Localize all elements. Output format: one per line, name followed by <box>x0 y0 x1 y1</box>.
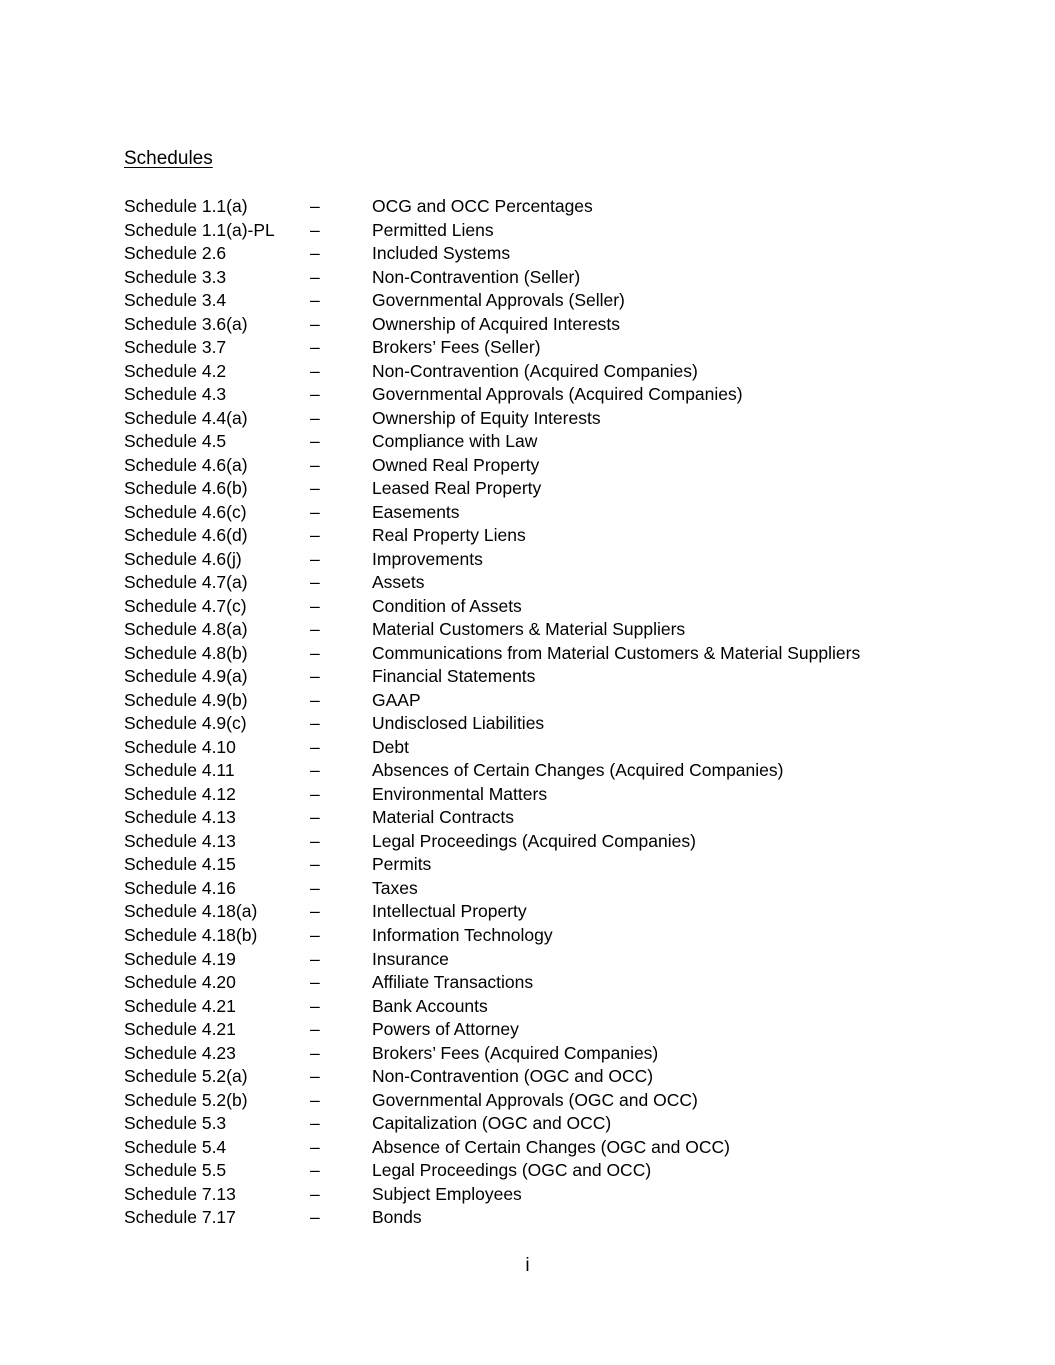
schedule-dash: – <box>310 689 320 710</box>
schedule-number: Schedule 4.21 <box>124 1019 236 1040</box>
schedule-row <box>124 1018 984 1042</box>
schedule-number: Schedule 3.4 <box>124 290 227 311</box>
schedule-number: Schedule 4.11 <box>124 760 235 781</box>
schedule-number: Schedule 4.13 <box>124 830 236 851</box>
schedule-dash: – <box>310 501 320 522</box>
schedule-number: Schedule 4.6(j) <box>124 548 242 569</box>
schedule-dash: – <box>310 1089 320 1110</box>
schedule-dash: – <box>310 736 320 757</box>
page-number: i <box>525 1255 530 1276</box>
schedule-row <box>124 783 984 807</box>
schedule-dash: – <box>310 290 320 311</box>
schedule-title: Non-Contravention (Seller) <box>372 266 581 287</box>
schedule-row <box>124 1042 984 1066</box>
schedule-row <box>124 689 984 713</box>
schedule-dash: – <box>310 948 320 969</box>
schedule-title: Leased Real Property <box>372 478 542 499</box>
schedule-dash: – <box>310 407 320 428</box>
schedule-row <box>124 1183 984 1207</box>
schedule-row <box>124 971 984 995</box>
schedule-number: Schedule 4.20 <box>124 972 236 993</box>
schedule-row <box>124 1112 984 1136</box>
schedule-row <box>124 360 984 384</box>
schedule-row <box>124 618 984 642</box>
schedule-number: Schedule 2.6 <box>124 243 227 264</box>
schedule-dash: – <box>310 313 320 334</box>
schedule-number: Schedule 3.6(a) <box>124 313 248 334</box>
schedule-dash: – <box>310 1066 320 1087</box>
schedule-number: Schedule 4.19 <box>124 948 236 969</box>
schedule-number: Schedule 4.12 <box>124 783 236 804</box>
schedule-row <box>124 383 984 407</box>
schedule-title: Governmental Approvals (Seller) <box>372 290 625 311</box>
schedule-title: Easements <box>372 501 460 522</box>
schedule-dash: – <box>310 1136 320 1157</box>
schedule-row <box>124 924 984 948</box>
schedule-list <box>124 195 984 1230</box>
schedule-row <box>124 430 984 454</box>
schedule-dash: – <box>310 713 320 734</box>
schedule-number: Schedule 4.8(b) <box>124 642 248 663</box>
schedule-title: Ownership of Acquired Interests <box>372 313 621 334</box>
schedule-title: Condition of Assets <box>372 595 522 616</box>
schedule-dash: – <box>310 1019 320 1040</box>
schedule-row <box>124 501 984 525</box>
schedule-dash: – <box>310 360 320 381</box>
schedule-dash: – <box>310 595 320 616</box>
schedule-number: Schedule 4.9(c) <box>124 713 247 734</box>
schedule-title: Bank Accounts <box>372 995 488 1016</box>
schedule-title: Insurance <box>372 948 449 969</box>
schedule-row <box>124 665 984 689</box>
schedule-dash: – <box>310 783 320 804</box>
schedule-number: Schedule 4.13 <box>124 807 236 828</box>
schedule-dash: – <box>310 854 320 875</box>
schedule-dash: – <box>310 1160 320 1181</box>
schedule-row <box>124 853 984 877</box>
schedule-dash: – <box>310 1042 320 1063</box>
schedule-dash: – <box>310 666 320 687</box>
schedule-row <box>124 571 984 595</box>
schedule-title: Governmental Approvals (Acquired Companies) <box>372 384 743 405</box>
schedule-title: Legal Proceedings (Acquired Companies) <box>372 830 696 851</box>
schedule-number: Schedule 4.7(c) <box>124 595 247 616</box>
schedule-dash: – <box>310 807 320 828</box>
schedule-title: GAAP <box>372 689 421 710</box>
schedule-row <box>124 948 984 972</box>
schedule-title: Ownership of Equity Interests <box>372 407 601 428</box>
schedule-number: Schedule 4.21 <box>124 995 236 1016</box>
schedule-number: Schedule 1.1(a) <box>124 196 248 216</box>
schedule-row <box>124 830 984 854</box>
schedule-number: Schedule 7.13 <box>124 1183 236 1204</box>
schedule-title: Taxes <box>372 877 418 898</box>
schedule-number: Schedule 4.5 <box>124 431 227 452</box>
schedule-number: Schedule 4.6(b) <box>124 478 248 499</box>
schedule-dash: – <box>310 219 320 240</box>
schedule-dash: – <box>310 384 320 405</box>
schedule-title: Powers of Attorney <box>372 1019 519 1040</box>
schedule-dash: – <box>310 337 320 358</box>
schedule-number: Schedule 5.2(a) <box>124 1066 248 1087</box>
schedule-dash: – <box>310 431 320 452</box>
schedule-row <box>124 759 984 783</box>
schedule-title: Assets <box>372 572 425 593</box>
schedule-row <box>124 736 984 760</box>
schedule-dash: – <box>310 924 320 945</box>
schedule-title: Financial Statements <box>372 666 536 687</box>
schedule-dash: – <box>310 572 320 593</box>
schedule-number: Schedule 4.7(a) <box>124 572 248 593</box>
schedule-row <box>124 407 984 431</box>
schedule-row <box>124 595 984 619</box>
schedule-number: Schedule 5.4 <box>124 1136 227 1157</box>
schedule-number: Schedule 4.18(a) <box>124 901 258 922</box>
schedule-title: Improvements <box>372 548 483 569</box>
schedule-row <box>124 219 984 243</box>
schedule-title: Brokers’ Fees (Acquired Companies) <box>372 1042 659 1063</box>
schedule-row <box>124 454 984 478</box>
schedule-title: Subject Employees <box>372 1183 522 1204</box>
schedule-title: Material Contracts <box>372 807 514 828</box>
schedule-number: Schedule 3.7 <box>124 337 227 358</box>
schedule-title: Legal Proceedings (OGC and OCC) <box>372 1160 652 1181</box>
schedule-row <box>124 289 984 313</box>
schedule-number: Schedule 4.6(d) <box>124 525 248 546</box>
schedule-number: Schedule 4.23 <box>124 1042 236 1063</box>
schedule-title: Communications from Material Customers & Material Suppliers <box>372 642 861 663</box>
schedule-title: Permits <box>372 854 432 875</box>
schedule-dash: – <box>310 454 320 475</box>
schedule-dash: – <box>310 266 320 287</box>
schedule-number: Schedule 4.10 <box>124 736 236 757</box>
schedule-row <box>124 1065 984 1089</box>
schedule-title: OCG and OCC Percentages <box>372 196 593 216</box>
schedule-row <box>124 242 984 266</box>
schedule-title: Absences of Certain Changes (Acquired Companies) <box>372 760 784 781</box>
schedule-row <box>124 995 984 1019</box>
schedule-row <box>124 524 984 548</box>
schedule-row <box>124 877 984 901</box>
schedule-dash: – <box>310 548 320 569</box>
page-heading: Schedules <box>124 148 213 169</box>
schedule-row <box>124 1206 984 1230</box>
schedule-number: Schedule 4.15 <box>124 854 236 875</box>
schedule-row <box>124 313 984 337</box>
schedule-row <box>124 900 984 924</box>
schedule-row <box>124 195 984 219</box>
schedule-row <box>124 1159 984 1183</box>
schedule-number: Schedule 4.9(a) <box>124 666 248 687</box>
schedule-dash: – <box>310 830 320 851</box>
schedule-title: Bonds <box>372 1207 422 1228</box>
schedule-row <box>124 642 984 666</box>
schedule-title: Included Systems <box>372 243 511 264</box>
schedule-number: Schedule 5.2(b) <box>124 1089 248 1110</box>
schedule-row <box>124 712 984 736</box>
schedule-number: Schedule 4.16 <box>124 877 236 898</box>
schedule-dash: – <box>310 760 320 781</box>
schedule-title: Material Customers & Material Suppliers <box>372 619 686 640</box>
schedule-number: Schedule 3.3 <box>124 266 227 287</box>
schedule-row <box>124 548 984 572</box>
schedule-number: Schedule 5.5 <box>124 1160 227 1181</box>
schedule-title: Affiliate Transactions <box>372 972 534 993</box>
schedule-number: Schedule 7.17 <box>124 1207 236 1228</box>
schedule-title: Compliance with Law <box>372 431 538 452</box>
schedule-title: Governmental Approvals (OGC and OCC) <box>372 1089 698 1110</box>
schedule-dash: – <box>310 642 320 663</box>
schedule-dash: – <box>310 877 320 898</box>
schedule-row <box>124 336 984 360</box>
schedule-number: Schedule 4.6(a) <box>124 454 248 475</box>
schedule-title: Real Property Liens <box>372 525 526 546</box>
schedule-dash: – <box>310 243 320 264</box>
schedule-title: Non-Contravention (OGC and OCC) <box>372 1066 654 1087</box>
schedule-dash: – <box>310 478 320 499</box>
schedule-row <box>124 1089 984 1113</box>
schedule-title: Owned Real Property <box>372 454 540 475</box>
schedule-dash: – <box>310 1113 320 1134</box>
schedule-dash: – <box>310 1183 320 1204</box>
schedule-dash: – <box>310 972 320 993</box>
schedule-dash: – <box>310 196 320 216</box>
schedule-title: Non-Contravention (Acquired Companies) <box>372 360 698 381</box>
schedule-dash: – <box>310 901 320 922</box>
schedule-row <box>124 477 984 501</box>
schedule-row <box>124 1136 984 1160</box>
schedule-row <box>124 266 984 290</box>
schedule-row <box>124 806 984 830</box>
schedule-number: Schedule 4.2 <box>124 360 227 381</box>
schedule-number: Schedule 4.9(b) <box>124 689 248 710</box>
schedule-title: Absence of Certain Changes (OGC and OCC) <box>372 1136 730 1157</box>
schedule-title: Brokers’ Fees (Seller) <box>372 337 541 358</box>
schedule-dash: – <box>310 1207 320 1228</box>
schedule-title: Undisclosed Liabilities <box>372 713 545 734</box>
schedule-number: Schedule 4.3 <box>124 384 227 405</box>
schedule-title: Permitted Liens <box>372 219 494 240</box>
schedule-number: Schedule 4.8(a) <box>124 619 248 640</box>
schedule-title: Environmental Matters <box>372 783 548 804</box>
schedule-dash: – <box>310 619 320 640</box>
schedule-title: Capitalization (OGC and OCC) <box>372 1113 612 1134</box>
schedule-title: Information Technology <box>372 924 553 945</box>
schedule-number: Schedule 4.4(a) <box>124 407 248 428</box>
schedule-number: Schedule 4.18(b) <box>124 924 258 945</box>
schedule-title: Intellectual Property <box>372 901 527 922</box>
schedule-title: Debt <box>372 736 409 757</box>
schedule-dash: – <box>310 995 320 1016</box>
schedule-dash: – <box>310 525 320 546</box>
schedule-number: Schedule 5.3 <box>124 1113 227 1134</box>
schedule-number: Schedule 4.6(c) <box>124 501 247 522</box>
schedule-number: Schedule 1.1(a)-PL <box>124 219 275 240</box>
